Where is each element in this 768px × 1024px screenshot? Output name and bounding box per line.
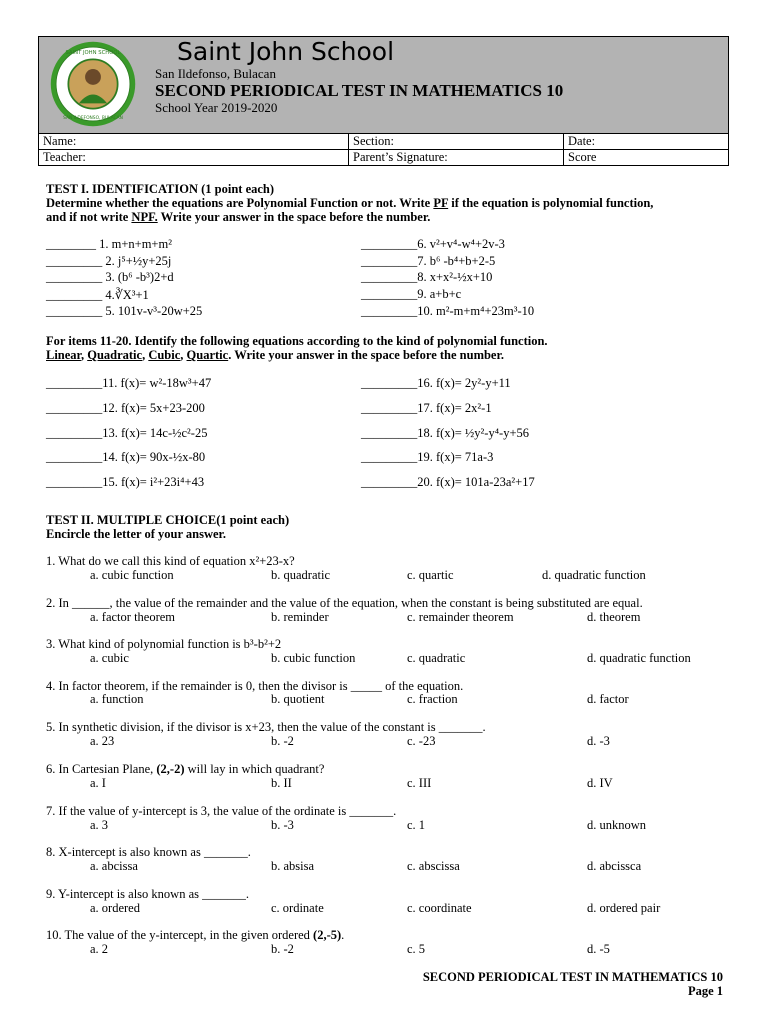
choice-b[interactable]: b. quotient [271, 692, 325, 706]
question-text: 1. What do we call this kind of equation x²+23-x? [46, 554, 295, 568]
choice-c[interactable]: c. quadratic [407, 651, 466, 665]
name-field[interactable]: Name: [39, 134, 349, 150]
choice-d[interactable]: d. -3 [587, 734, 610, 748]
choice-d[interactable]: d. quadratic function [542, 568, 646, 582]
list-item[interactable]: _________8. x+x²-½x+10 [361, 270, 493, 284]
choice-d[interactable]: d. quadratic function [587, 651, 691, 665]
test2-title: TEST II. MULTIPLE CHOICE(1 point each) [46, 513, 290, 527]
school-location: San Ildefonso, Bulacan [155, 66, 276, 81]
question-text: 5. In synthetic division, if the divisor is x+23, then the value of the constant is _______. [46, 720, 486, 734]
choice-a[interactable]: a. I [90, 776, 106, 790]
list-item[interactable]: _________6. v²+v⁴-w⁴+2v-3 [361, 237, 505, 251]
date-field[interactable]: Date: [564, 134, 729, 150]
page-number: Page 1 [687, 984, 723, 998]
question-text: 6. In Cartesian Plane, (2,-2) will lay in which quadrant? [46, 762, 325, 776]
choice-d[interactable]: d. IV [587, 776, 613, 790]
choice-b[interactable]: c. ordinate [271, 901, 324, 915]
list-item[interactable]: _________13. f(x)= 14c-½c²-25 [46, 426, 208, 440]
question-text: 3. What kind of polynomial function is b³-b²+2 [46, 637, 282, 651]
list-item[interactable]: _________ 2. j⁵+½y+25j [46, 254, 172, 268]
choice-a[interactable]: a. factor theorem [90, 610, 176, 624]
choice-a[interactable]: a. 23 [90, 734, 115, 748]
choice-b[interactable]: b. cubic function [271, 651, 356, 665]
test1-instruction: Determine whether the equations are Polynomial Function or not. Write PF if the equation is polynomial function, [46, 196, 654, 210]
svg-text:SAINT JOHN SCHOOL: SAINT JOHN SCHOOL [65, 50, 121, 57]
school-name: Saint John School [177, 37, 395, 66]
test1-instruction-cont: and if not write NPF. Write your answer in the space before the number. [46, 210, 431, 224]
choice-c[interactable]: c. 1 [407, 818, 426, 832]
list-item[interactable]: _________15. f(x)= i²+23i⁴+43 [46, 475, 205, 489]
list-item[interactable]: _________14. f(x)= 90x-½x-80 [46, 450, 206, 464]
choice-a[interactable]: a. function [90, 692, 144, 706]
choice-c[interactable]: c. 5 [407, 942, 426, 956]
choice-b[interactable]: b. quadratic [271, 568, 331, 582]
choice-c[interactable]: c. III [407, 776, 432, 790]
choice-b[interactable]: b. II [271, 776, 292, 790]
question-text: 9. Y-intercept is also known as _______. [46, 887, 249, 901]
choice-c[interactable]: c. remainder theorem [407, 610, 514, 624]
school-year: School Year 2019-2020 [155, 100, 278, 115]
choice-d[interactable]: d. ordered pair [587, 901, 661, 915]
choice-c[interactable]: c. quartic [407, 568, 454, 582]
list-item[interactable]: _________19. f(x)= 71a-3 [361, 450, 494, 464]
choice-c[interactable]: c. fraction [407, 692, 458, 706]
svg-text:SAN ILDEFONSO, BULACAN: SAN ILDEFONSO, BULACAN [63, 116, 123, 122]
list-item[interactable]: _________9. a+b+c [361, 287, 462, 301]
list-item[interactable]: _________ 3. (b⁶ -b³)2+d [46, 270, 174, 284]
school-seal-icon [49, 40, 137, 128]
question-text: 2. In ______, the value of the remainder and the value of the equation, when the constant is being substituted are equal. [46, 596, 643, 610]
list-item[interactable]: _________11. f(x)= w²-18w³+47 [46, 376, 212, 390]
list-item[interactable]: _________10. m²-m+m⁴+23m³-10 [361, 304, 535, 318]
list-item[interactable]: _________12. f(x)= 5x+23-200 [46, 401, 205, 415]
test1-part2-instruction-cont: Linear, Quadratic, Cubic, Quartic. Write your answer in the space before the number. [46, 348, 505, 362]
choice-c[interactable]: c. coordinate [407, 901, 472, 915]
score-field[interactable]: Score [564, 150, 729, 166]
question-text: 8. X-intercept is also known as _______. [46, 845, 251, 859]
choice-a[interactable]: a. ordered [90, 901, 140, 915]
footer-title: SECOND PERIODICAL TEST IN MATHEMATICS 10 [422, 970, 723, 984]
choice-c[interactable]: c. -23 [407, 734, 436, 748]
choice-a[interactable]: a. cubic [90, 651, 129, 665]
choice-b[interactable]: b. -3 [271, 818, 294, 832]
choice-b[interactable]: b. reminder [271, 610, 329, 624]
list-item[interactable]: _________ 5. 101v-v³-20w+25 [46, 304, 203, 318]
section-field[interactable]: Section: [349, 134, 564, 150]
choice-a[interactable]: a. 3 [90, 818, 109, 832]
choice-d[interactable]: d. abcissca [587, 859, 642, 873]
list-item[interactable]: _________16. f(x)= 2y²-y+11 [361, 376, 511, 390]
teacher-field[interactable]: Teacher: [39, 150, 349, 166]
question-text: 7. If the value of y-intercept is 3, the value of the ordinate is _______. [46, 804, 397, 818]
choice-b[interactable]: b. absisa [271, 859, 315, 873]
student-info-table [38, 133, 729, 166]
question-text: 4. In factor theorem, if the remainder is 0, then the divisor is _____ of the equation. [46, 679, 464, 693]
test1-title: TEST I. IDENTIFICATION (1 point each) [46, 182, 275, 196]
exam-title: SECOND PERIODICAL TEST IN MATHEMATICS 10 [155, 81, 564, 100]
header-banner [38, 36, 729, 134]
choice-d[interactable]: d. theorem [587, 610, 641, 624]
choice-d[interactable]: d. unknown [587, 818, 647, 832]
list-item[interactable]: _________17. f(x)= 2x²-1 [361, 401, 492, 415]
choice-a[interactable]: a. abcissa [90, 859, 138, 873]
test1-part2-instruction: For items 11-20. Identify the following equations according to the kind of polynomial function. [46, 334, 548, 348]
choice-a[interactable]: a. cubic function [90, 568, 174, 582]
parent-signature-field[interactable]: Parent’s Signature: [349, 150, 564, 166]
choice-d[interactable]: d. factor [587, 692, 629, 706]
choice-a[interactable]: a. 2 [90, 942, 109, 956]
choice-b[interactable]: b. -2 [271, 942, 294, 956]
list-item[interactable]: _________18. f(x)= ½y²-y⁴-y+56 [361, 426, 530, 440]
list-item[interactable]: _________20. f(x)= 101a-23a²+17 [361, 475, 535, 489]
test2-instruction: Encircle the letter of your answer. [46, 527, 227, 541]
list-item[interactable]: ________ 1. m+n+m+m² [46, 237, 172, 251]
choice-c[interactable]: c. abscissa [407, 859, 460, 873]
question-text: 10. The value of the y-intercept, in the given ordered (2,-5). [46, 928, 345, 942]
choice-b[interactable]: b. -2 [271, 734, 294, 748]
choice-d[interactable]: d. -5 [587, 942, 610, 956]
list-item[interactable]: _________ 4.∛X³+1 [46, 288, 149, 302]
list-item[interactable]: _________7. b⁶ -b⁴+b+2-5 [361, 254, 496, 268]
